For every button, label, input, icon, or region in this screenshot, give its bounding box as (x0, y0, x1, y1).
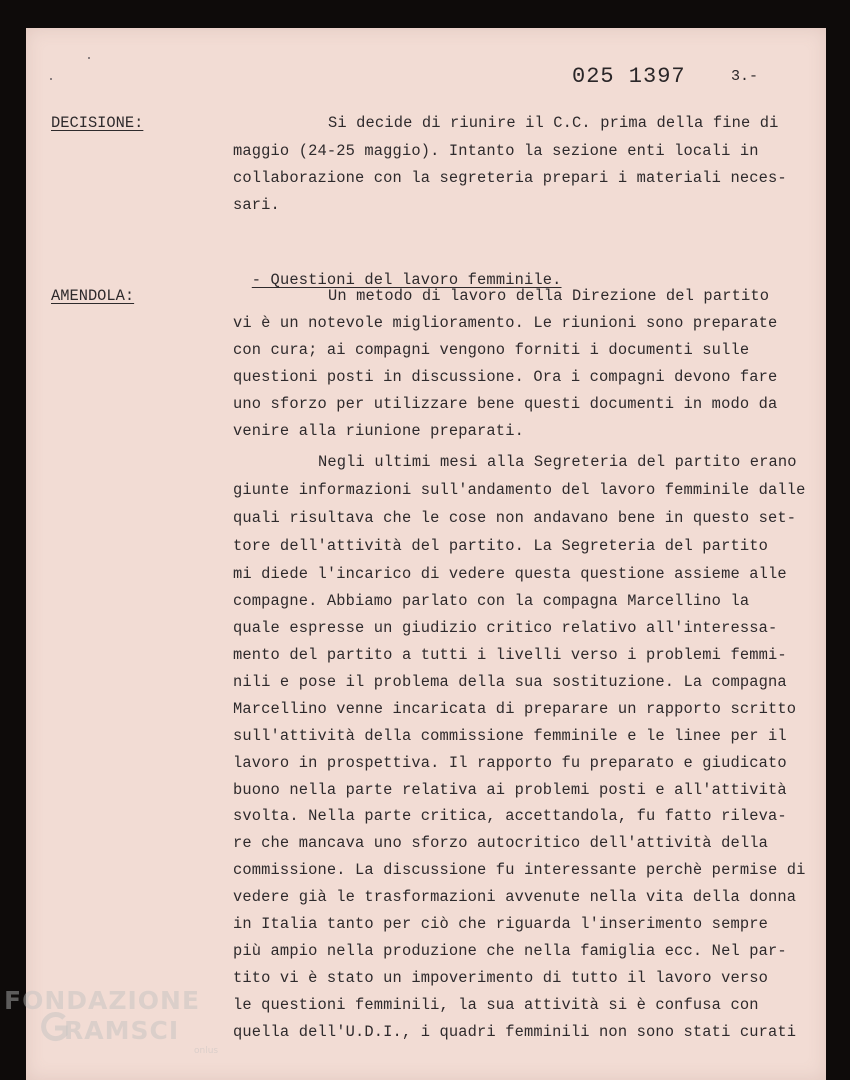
speech-line: quale espresse un giudizio critico relativo all'interessa- (233, 619, 778, 637)
speech-line: questioni posti in discussione. Ora i compagni devono fare (233, 368, 778, 386)
speech-line: commissione. La discussione fu interessante perchè permise di (233, 861, 806, 879)
speech-line: tore dell'attività del partito. La Segreteria del partito (233, 537, 768, 555)
fondazione-gramsci-watermark (4, 986, 244, 1076)
decision-line: maggio (24-25 maggio). Intanto la sezione enti locali in (233, 142, 759, 160)
decision-line: sari. (233, 196, 280, 214)
speech-line: uno sforzo per utilizzare bene questi documenti in modo da (233, 395, 778, 413)
page-number: 3.- (731, 68, 759, 85)
speech-line: buono nella parte relativa ai problemi posti e all'attività (233, 781, 787, 799)
watermark-line1: FONDAZIONE (4, 986, 201, 1015)
speech-line: vi è un notevole miglioramento. Le riunioni sono preparate (233, 314, 778, 332)
speech-line: lavoro in prospettiva. Il rapporto fu preparato e giudicato (233, 754, 787, 772)
speech-line: Negli ultimi mesi alla Segreteria del partito erano (318, 453, 797, 471)
decision-line: collaborazione con la segreteria prepari i materiali neces- (233, 169, 787, 187)
decision-line: Si decide di riunire il C.C. prima della fine di (328, 114, 779, 132)
speck (88, 57, 90, 59)
speech-line: mi diede l'incarico di vedere questa questione assieme alle (233, 565, 787, 583)
speck (50, 78, 52, 80)
speech-line: Marcellino venne incaricata di preparare un rapporto scritto (233, 700, 797, 718)
speech-line: in Italia tanto per ciò che riguarda l'inserimento sempre (233, 915, 768, 933)
speech-line: vedere già le trasformazioni avvenute nella vita della donna (233, 888, 797, 906)
speech-line: re che mancava uno sforzo autocritico dell'attività della (233, 834, 768, 852)
speech-line: venire alla riunione preparati. (233, 422, 524, 440)
speech-line: quella dell'U.D.I., i quadri femminili non sono stati curati (233, 1023, 797, 1041)
speaker-label: AMENDOLA: (51, 287, 135, 305)
topic-heading-text: - Questioni del lavoro femminile. (251, 271, 562, 289)
speech-line: nili e pose il problema della sua sostituzione. La compagna (233, 673, 787, 691)
speech-line: compagne. Abbiamo parlato con la compagna Marcellino la (233, 592, 750, 610)
speech-line: tito vi è stato un impoverimento di tutto il lavoro verso (233, 969, 768, 987)
speech-line: giunte informazioni sull'andamento del lavoro femminile dalle (233, 481, 806, 499)
speech-line: sull'attività della commissione femminile e le linee per il (233, 727, 787, 745)
speech-line: mento del partito a tutti i livelli verso i problemi femmi- (233, 646, 787, 664)
speech-line: svolta. Nella parte critica, accettandola, fu fatto rileva- (233, 807, 787, 825)
watermark-line2: RAMSCI (64, 1016, 180, 1045)
speech-line: quali risultava che le cose non andavano bene in questo set- (233, 509, 797, 527)
speech-line: più ampio nella produzione che nella famiglia ecc. Nel par- (233, 942, 787, 960)
speech-line: le questioni femminili, la sua attività si è confusa con (233, 996, 759, 1014)
decision-label: DECISIONE: (51, 114, 144, 132)
speech-line: con cura; ai compagni vengono forniti i documenti sulle (233, 341, 750, 359)
document-number: 025 1397 (572, 64, 686, 89)
topic-heading (233, 250, 562, 290)
speech-line: Un metodo di lavoro della Direzione del partito (328, 287, 770, 305)
watermark-suffix: onlus (194, 1046, 219, 1056)
